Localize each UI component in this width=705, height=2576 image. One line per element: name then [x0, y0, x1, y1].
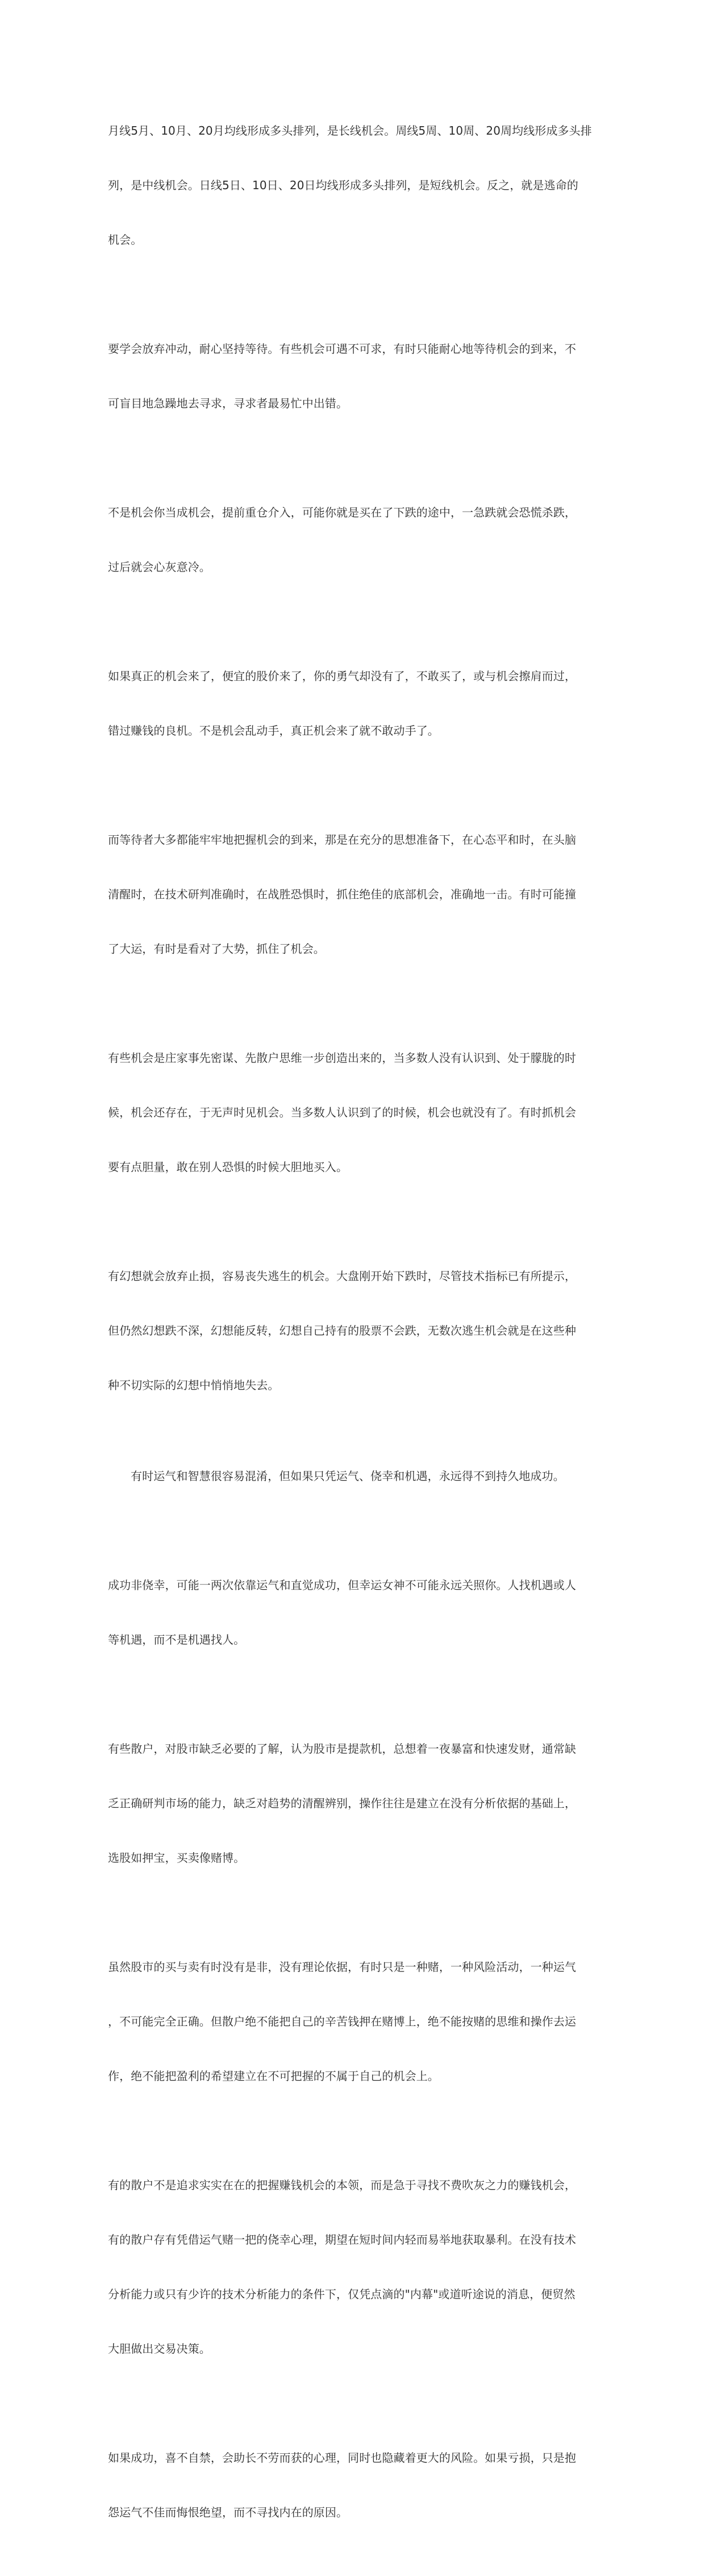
text-line: 候，机会还存在，于无声时见机会。当多数人认识到了的时候，机会也就没有了。有时抓机会: [108, 1106, 577, 1119]
text-line: 作，绝不能把盈利的希望建立在不可把握的不属于自己的机会上。: [108, 2069, 439, 2083]
paragraph: [108, 631, 600, 776]
text-line: ，不可能完全正确。但散户绝不能把自己的辛苦钱押在赌博上，绝不能按赌的思维和操作去运: [108, 2015, 577, 2028]
text-line: 过后就会心灰意冷。: [108, 560, 211, 574]
paragraph: [108, 1540, 600, 1685]
paragraph: [108, 1012, 600, 1212]
text-line: 列，是中线机会。日线5日、10日、20日均线形成多头排列，是短线机会。反之，就是逃命的: [108, 178, 578, 192]
paragraph: [108, 467, 600, 612]
text-line: 如果成功，喜不自禁，会助长不劳而获的心理，同时也隐藏着更大的风险。如果亏损，只是抱: [108, 2451, 577, 2465]
text-line: 等机遇，而不是机遇找人。: [108, 1633, 245, 1647]
text-line: 有时运气和智慧很容易混淆，但如果只凭运气、侥幸和机遇，永远得不到持久地成功。: [131, 1469, 565, 1483]
paragraph: [108, 1703, 600, 1903]
text-line: 月线5月、10月、20月均线形成多头排列，是长线机会。周线5周、10周、20周均线形成多头排: [108, 124, 592, 137]
paragraph: [108, 1431, 600, 1522]
paragraph: [108, 794, 600, 994]
text-line: 可盲目地急躁地去寻求，寻求者最易忙中出错。: [108, 397, 348, 410]
text-line: 成功非侥幸，可能一两次依靠运气和直觉成功，但幸运女神不可能永远关照你。人找机遇或人: [108, 1578, 577, 1592]
text-line: 如果真正的机会来了，便宜的股价来了，你的勇气却没有了，不敢买了，或与机会擦肩而过，: [108, 669, 577, 683]
text-line: 分析能力或只有少许的技术分析能力的条件下，仅凭点滴的"内幕"或道听途说的消息，便贸然: [108, 2287, 575, 2301]
text-line: 机会。: [108, 233, 143, 247]
text-line: 但仍然幻想跌不深，幻想能反转，幻想自己持有的股票不会跌，无数次逃生机会就是在这些种: [108, 1324, 577, 1337]
paragraph: [108, 85, 600, 285]
paragraph: [108, 303, 600, 449]
text-line: 虽然股市的买与卖有时没有是非，没有理论依据，有时只是一种赌，一种风险活动，一种运气: [108, 1960, 577, 1974]
text-line: 有的散户存有凭借运气赌一把的侥幸心理，期望在短时间内轻而易举地获取暴利。在没有技术: [108, 2233, 577, 2246]
text-line: 有些散户，对股市缺乏必要的了解，认为股市是提款机，总想着一夜暴富和快速发财，通常缺: [108, 1742, 577, 1756]
text-line: 不是机会你当成机会，提前重仓介入，可能你就是买在了下跌的途中，一急跌就会恐慌杀跌，: [108, 506, 577, 519]
text-line: 怨运气不佳而悔恨绝望，而不寻找内在的原因。: [108, 2506, 348, 2519]
text-line: 种不切实际的幻想中悄悄地失去。: [108, 1378, 280, 1392]
paragraph: [108, 2412, 600, 2558]
text-line: 错过赚钱的良机。不是机会乱动手，真正机会来了就不敢动手了。: [108, 724, 439, 737]
text-line: 要有点胆量，敢在别人恐惧的时候大胆地买入。: [108, 1160, 348, 1174]
document-body: [108, 85, 600, 2576]
text-line: 了大运，有时是看对了大势，抓住了机会。: [108, 942, 325, 956]
text-line: 乏正确研判市场的能力，缺乏对趋势的清醒辨别，操作往往是建立在没有分析依据的基础上，: [108, 1796, 577, 1810]
text-line: 大胆做出交易决策。: [108, 2342, 211, 2356]
text-line: 有幻想就会放弃止损，容易丧失逃生的机会。大盘刚开始下跌时，尽管技术指标已有所提示，: [108, 1269, 577, 1283]
text-line: 清醒时，在技术研判准确时，在战胜恐惧时，抓住绝佳的底部机会，准确地一击。有时可能撞: [108, 887, 577, 901]
paragraph: [108, 2140, 600, 2394]
paragraph: [108, 1921, 600, 2121]
text-line: 选股如押宝，买卖像赌博。: [108, 1851, 245, 1865]
text-line: 有些机会是庄家事先密谋、先散户思维一步创造出来的，当多数人没有认识到、处于朦胧的时: [108, 1051, 577, 1065]
paragraph: [108, 1231, 600, 1431]
text-line: 有的散户不是追求实实在在的把握赚钱机会的本领，而是急于寻找不费吹灰之力的赚钱机会，: [108, 2178, 577, 2192]
text-line: 而等待者大多都能牢牢地把握机会的到来，那是在充分的思想准备下，在心态平和时，在头脑: [108, 833, 577, 847]
text-line: 要学会放弃冲动，耐心坚持等待。有些机会可遇不可求，有时只能耐心地等待机会的到来，不: [108, 342, 577, 356]
